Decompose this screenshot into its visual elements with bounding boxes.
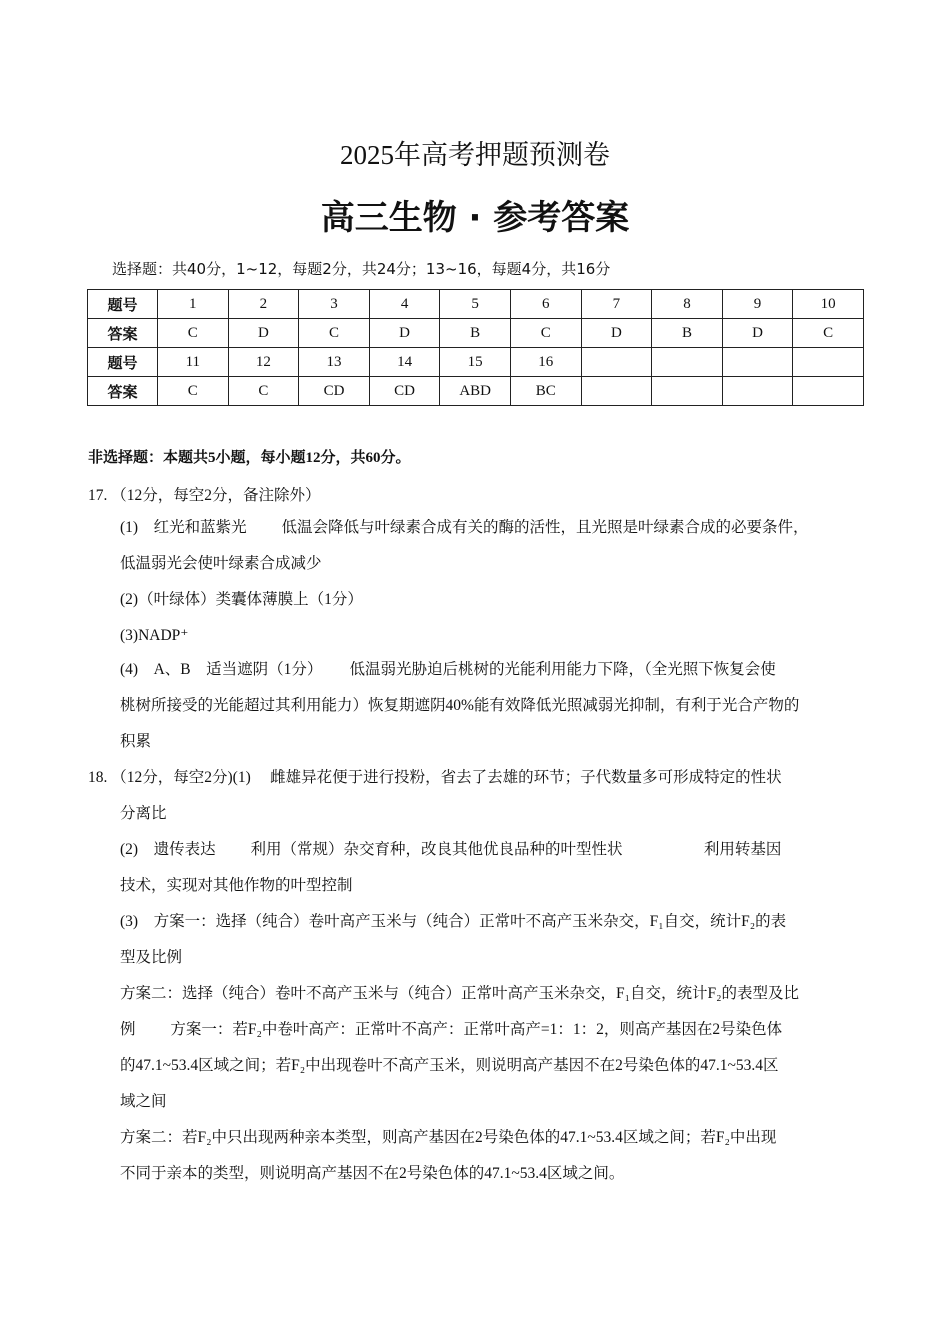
table-cell: 15 bbox=[440, 348, 511, 377]
table-cell: 9 bbox=[722, 290, 793, 319]
q18-line1: 18. （12分，每空2分)(1) 雌雄异花便于进行投粉，省去了去雄的环节；子代数量多可形成特定的性状 bbox=[88, 769, 782, 786]
q17-part1-line1: (1) 红光和蓝紫光 低温会降低与叶绿素合成有关的酶的活性，且光照是叶绿素合成的必要条件， bbox=[120, 519, 809, 536]
q17-part2: (2)（叶绿体）类囊体薄膜上（1分） bbox=[120, 591, 363, 608]
table-row bbox=[88, 290, 864, 319]
table-cell: 11 bbox=[158, 348, 229, 377]
table-cell: 12 bbox=[228, 348, 299, 377]
q18-line8: 例 方案一：若F₂中卷叶高产：正常叶不高产：正常叶高产=1：1：2，则高产基因在2号染色体 bbox=[120, 1021, 783, 1038]
table-cell bbox=[722, 377, 793, 406]
q17-header: 17. （12分，每空2分，备注除外） bbox=[88, 487, 321, 504]
table-cell: 2 bbox=[228, 290, 299, 319]
q17-part4-line2: 桃树所接受的光能超过其利用能力）恢复期遮阴40%能有效降低光照减弱光抑制，有利于光合产物的 bbox=[120, 697, 800, 714]
table-cell: 13 bbox=[299, 348, 370, 377]
table-cell: BC bbox=[510, 377, 581, 406]
q17-part4-line1: (4) A、B 适当遮阴（1分） 低温弱光胁迫后桃树的光能利用能力下降，（全光照下恢复会使 bbox=[120, 661, 776, 678]
table-row-label: 答案 bbox=[88, 319, 158, 348]
q18-line3: (2) 遗传表达 利用（常规）杂交育种，改良其他优良品种的叶型性状 利用转基因 bbox=[120, 841, 782, 858]
table-cell: D bbox=[228, 319, 299, 348]
table-cell bbox=[793, 377, 864, 406]
table-cell: C bbox=[158, 377, 229, 406]
table-cell: B bbox=[652, 319, 723, 348]
table-cell: CD bbox=[369, 377, 440, 406]
q18-line2: 分离比 bbox=[120, 805, 167, 822]
table-cell: C bbox=[158, 319, 229, 348]
table-cell: 6 bbox=[510, 290, 581, 319]
q17-part4-line3: 积累 bbox=[120, 733, 152, 750]
table-row bbox=[88, 377, 864, 406]
q18-line4: 技术，实现对其他作物的叶型控制 bbox=[120, 877, 353, 894]
table-row-label: 题号 bbox=[88, 290, 158, 319]
q18-line9: 的47.1~53.4区域之间；若F₂中出现卷叶不高产玉米，则说明高产基因不在2号染色体的47.1~53.4区 bbox=[120, 1057, 779, 1074]
table-cell: 16 bbox=[510, 348, 581, 377]
table-cell: 5 bbox=[440, 290, 511, 319]
table-cell: CD bbox=[299, 377, 370, 406]
table-cell: C bbox=[510, 319, 581, 348]
table-cell: C bbox=[793, 319, 864, 348]
table-row bbox=[88, 348, 864, 377]
q18-line12: 不同于亲本的类型，则说明高产基因不在2号染色体的47.1~53.4区域之间。 bbox=[120, 1165, 625, 1182]
table-cell: 8 bbox=[652, 290, 723, 319]
q17-part1-line2: 低温弱光会使叶绿素合成减少 bbox=[120, 555, 322, 572]
table-cell: 10 bbox=[793, 290, 864, 319]
q18-line6: 型及比例 bbox=[120, 949, 183, 966]
table-cell: C bbox=[228, 377, 299, 406]
table-cell bbox=[722, 348, 793, 377]
table-cell bbox=[793, 348, 864, 377]
table-row-label: 答案 bbox=[88, 377, 158, 406]
table-row bbox=[88, 319, 864, 348]
table-cell: ABD bbox=[440, 377, 511, 406]
page-subtitle: 高三生物 · 参考答案 bbox=[320, 198, 630, 238]
table-cell: D bbox=[722, 319, 793, 348]
table-cell: 7 bbox=[581, 290, 652, 319]
table-cell: 1 bbox=[158, 290, 229, 319]
q17-part3: (3)NADP⁺ bbox=[120, 627, 189, 644]
q18-line11: 方案二：若F₂中只出现两种亲本类型，则高产基因在2号染色体的47.1~53.4区域之间；若F₂中出现 bbox=[120, 1129, 777, 1146]
table-cell: B bbox=[440, 319, 511, 348]
q18-line7: 方案二：选择（纯合）卷叶不高产玉米与（纯合）正常叶高产玉米杂交，F₁自交，统计F₂的表型及比 bbox=[120, 985, 800, 1002]
table-cell: C bbox=[299, 319, 370, 348]
table-cell: 14 bbox=[369, 348, 440, 377]
answer-table bbox=[87, 289, 864, 406]
table-cell: 3 bbox=[299, 290, 370, 319]
table-cell bbox=[581, 377, 652, 406]
table-cell: D bbox=[369, 319, 440, 348]
table-row-label: 题号 bbox=[88, 348, 158, 377]
section-title: 非选择题：本题共5小题，每小题12分，共60分。 bbox=[88, 450, 411, 466]
table-cell bbox=[652, 348, 723, 377]
choice-section-intro: 选择题：共40分，1~12，每题2分，共24分；13~16，每题4分，共16分 bbox=[112, 260, 611, 278]
table-cell bbox=[652, 377, 723, 406]
table-cell: 4 bbox=[369, 290, 440, 319]
table-cell: D bbox=[581, 319, 652, 348]
q18-line5: (3) 方案一：选择（纯合）卷叶高产玉米与（纯合）正常叶不高产玉米杂交，F₁自交，统计F₂的表 bbox=[120, 913, 787, 930]
table-cell bbox=[581, 348, 652, 377]
q18-line10: 域之间 bbox=[120, 1093, 167, 1110]
page-title: 2025年高考押题预测卷 bbox=[340, 140, 610, 170]
